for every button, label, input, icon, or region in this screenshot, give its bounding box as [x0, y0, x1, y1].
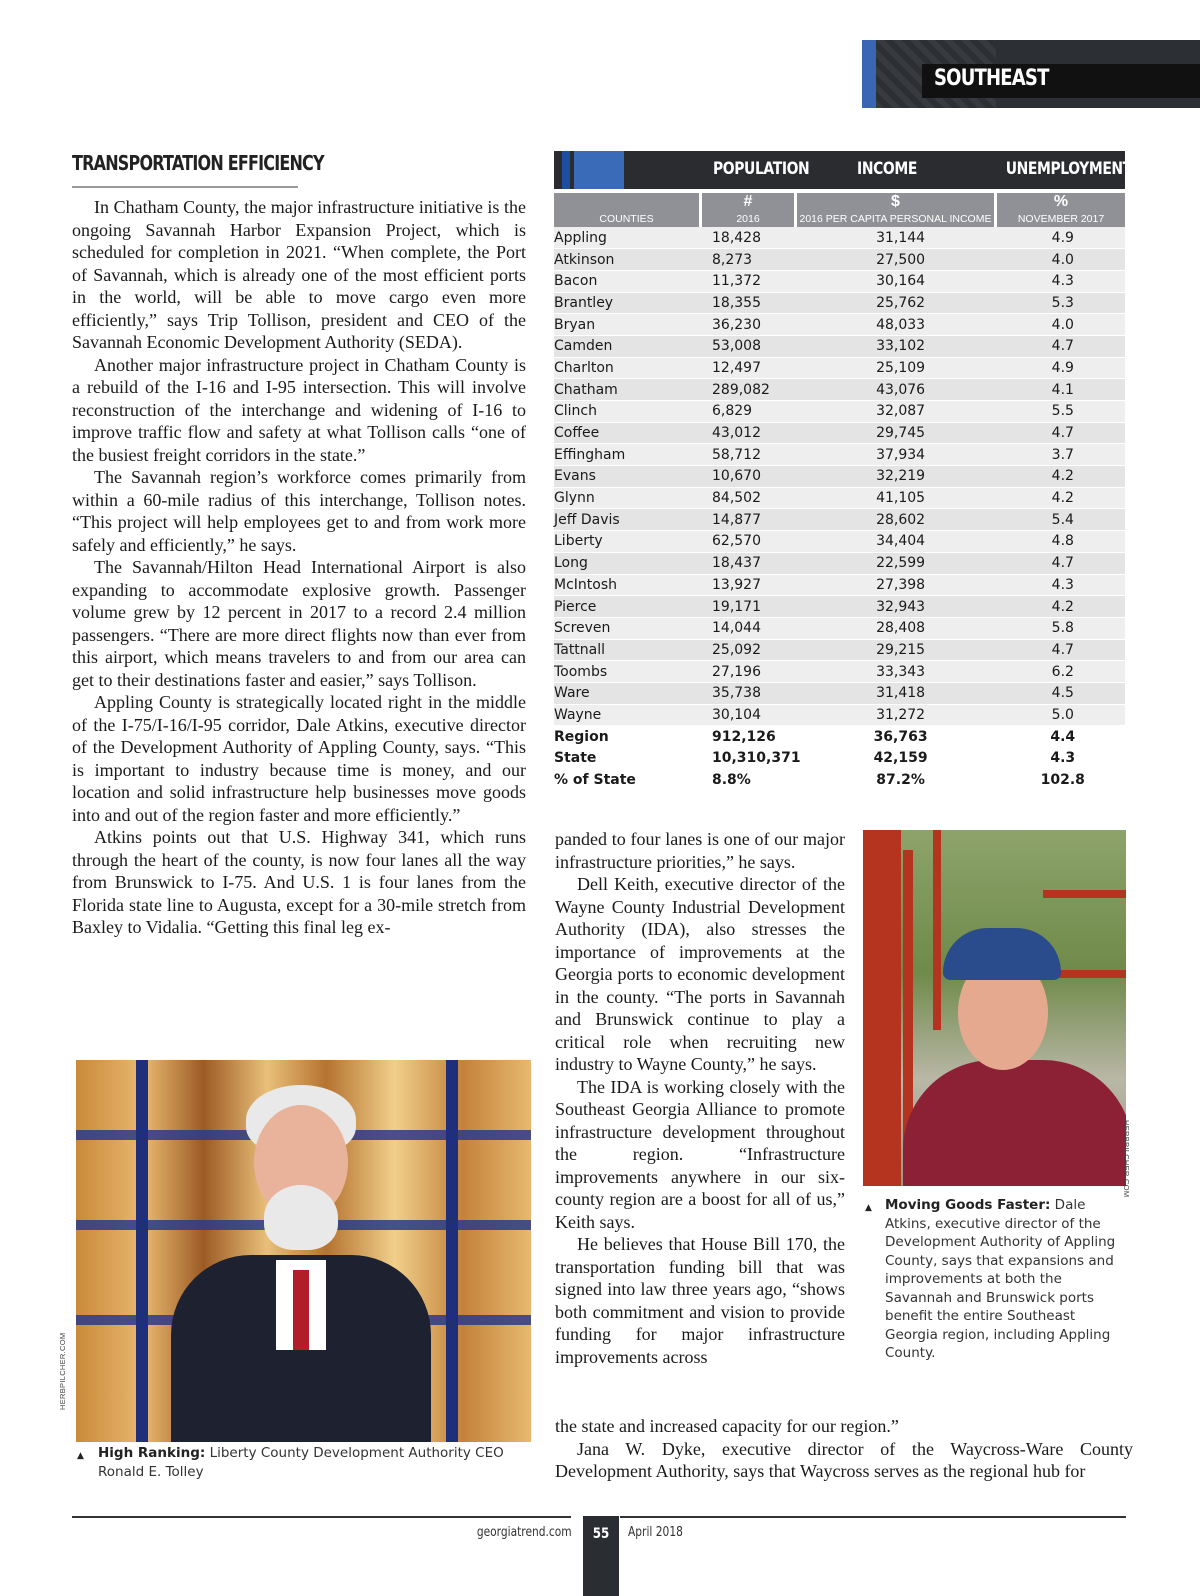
- table-row: [554, 292, 1125, 314]
- cell-unemployment: 4.2: [1001, 466, 1125, 488]
- cell-population: 10,670: [704, 466, 801, 488]
- cell-population: 6,829: [704, 401, 801, 423]
- cell-population: 36,230: [704, 314, 801, 336]
- cell-income: 27,398: [801, 574, 1001, 596]
- table-row: [554, 748, 1125, 770]
- table-row: [554, 531, 1125, 553]
- cell-county: Ware: [554, 682, 704, 704]
- table-subheader: [554, 193, 1125, 227]
- subheader-income: $ 2016 PER CAPITA PERSONAL INCOME: [797, 193, 994, 227]
- cell-unemployment: 3.7: [1001, 444, 1125, 466]
- cell-income: 43,076: [801, 379, 1001, 401]
- cell-population: 10,310,371: [704, 748, 801, 770]
- cell-population: 62,570: [704, 531, 801, 553]
- table-group-header: [554, 151, 1132, 189]
- cell-income: 27,500: [801, 249, 1001, 271]
- cell-population: 58,712: [704, 444, 801, 466]
- cell-unemployment: 4.7: [1001, 335, 1125, 357]
- cell-county: Camden: [554, 335, 704, 357]
- header-income: INCOME: [857, 159, 917, 179]
- cell-income: 25,109: [801, 357, 1001, 379]
- table-row: [554, 617, 1125, 639]
- section-label: SOUTHEAST: [934, 66, 1049, 91]
- cell-population: 18,355: [704, 292, 801, 314]
- cell-income: 30,164: [801, 270, 1001, 292]
- paragraph: panded to four lanes is one of our major infrastructure priorities,” he says.: [555, 829, 845, 872]
- cell-unemployment: 4.0: [1001, 314, 1125, 336]
- header-stripe: [574, 151, 624, 189]
- cell-population: 84,502: [704, 487, 801, 509]
- cell-county: Appling: [554, 227, 704, 249]
- photo-credit: HERBPILCHER.COM: [58, 1332, 67, 1410]
- cell-unemployment: 4.7: [1001, 552, 1125, 574]
- table-row: [554, 444, 1125, 466]
- cell-unemployment: 102.8: [1001, 769, 1125, 791]
- cell-county: McIntosh: [554, 574, 704, 596]
- table-row: [554, 249, 1125, 271]
- cell-population: 30,104: [704, 704, 801, 726]
- footer-site: georgiatrend.com: [477, 1525, 572, 1540]
- cell-population: 12,497: [704, 357, 801, 379]
- page-number: 55: [592, 1526, 610, 1542]
- table-body: [554, 227, 1125, 791]
- cell-income: 32,943: [801, 596, 1001, 618]
- table-row: [554, 704, 1125, 726]
- middle-column: [555, 828, 845, 1368]
- cell-unemployment: 4.9: [1001, 357, 1125, 379]
- header-population: POPULATION: [713, 159, 810, 179]
- cell-county: Jeff Davis: [554, 509, 704, 531]
- cell-income: 42,159: [801, 748, 1001, 770]
- paragraph: the state and increased capacity for our region.”: [555, 1416, 899, 1436]
- table-row: [554, 552, 1125, 574]
- cell-unemployment: 4.2: [1001, 596, 1125, 618]
- cell-unemployment: 4.5: [1001, 682, 1125, 704]
- person-beard: [264, 1185, 338, 1250]
- table-row: [554, 682, 1125, 704]
- cell-county: Screven: [554, 617, 704, 639]
- table-row: [554, 401, 1125, 423]
- cell-income: 25,762: [801, 292, 1001, 314]
- cell-county: Glynn: [554, 487, 704, 509]
- table-row: [554, 574, 1125, 596]
- table-row: [554, 509, 1125, 531]
- paragraph: Appling County is strategically located right in the middle of the I-75/I-16/I-95 corridor, Dale Atkins, executive director of the Development Authority of Appling County, says. “This is important to industry because time is money, and our location and solid infrastructure help businesses move goods into and out of the region faster and more efficiently.”: [72, 692, 526, 825]
- footer-issue: April 2018: [628, 1525, 683, 1540]
- footer-rule: [72, 1516, 571, 1518]
- cell-unemployment: 4.0: [1001, 249, 1125, 271]
- table-row: [554, 314, 1125, 336]
- table-row: [554, 596, 1125, 618]
- cell-income: 31,418: [801, 682, 1001, 704]
- cell-income: 29,745: [801, 422, 1001, 444]
- cell-unemployment: 6.2: [1001, 661, 1125, 683]
- cell-unemployment: 4.2: [1001, 487, 1125, 509]
- cell-population: 11,372: [704, 270, 801, 292]
- cell-county: Tattnall: [554, 639, 704, 661]
- cell-county: Brantley: [554, 292, 704, 314]
- cell-population: 14,044: [704, 617, 801, 639]
- photo-credit: HERBPILCHER.COM: [1122, 1120, 1131, 1198]
- subheader-unemployment: % NOVEMBER 2017: [997, 193, 1125, 227]
- caption-triangle-icon: ▲: [865, 1203, 872, 1213]
- cell-county: Clinch: [554, 401, 704, 423]
- page-number-tab: [583, 1516, 619, 1596]
- cell-unemployment: 5.3: [1001, 292, 1125, 314]
- cell-unemployment: 4.7: [1001, 422, 1125, 444]
- cell-unemployment: 4.3: [1001, 574, 1125, 596]
- cell-population: 14,877: [704, 509, 801, 531]
- cell-income: 32,087: [801, 401, 1001, 423]
- cell-income: 31,272: [801, 704, 1001, 726]
- paragraph: Another major infrastructure project in Chatham County is a rebuild of the I-16 and I-95 intersection. This will involve reconstruction of the interchange and widening of I-16 to improve traffic flow and safety at what Tollison calls “one of the busiest freight corridors in the state.”: [72, 354, 526, 465]
- cell-county: State: [554, 748, 704, 770]
- cell-income: 33,102: [801, 335, 1001, 357]
- cell-county: Pierce: [554, 596, 704, 618]
- cell-unemployment: 4.9: [1001, 227, 1125, 249]
- cell-income: 34,404: [801, 531, 1001, 553]
- table-row: [554, 726, 1125, 748]
- cell-income: 28,408: [801, 617, 1001, 639]
- table-row: [554, 379, 1125, 401]
- cell-unemployment: 4.7: [1001, 639, 1125, 661]
- cell-population: 25,092: [704, 639, 801, 661]
- cell-unemployment: 4.3: [1001, 270, 1125, 292]
- table-row: [554, 227, 1125, 249]
- cell-county: Coffee: [554, 422, 704, 444]
- cell-unemployment: 4.1: [1001, 379, 1125, 401]
- footer-rule: [620, 1516, 1126, 1518]
- cell-county: Bacon: [554, 270, 704, 292]
- cell-income: 87.2%: [801, 769, 1001, 791]
- table-row: [554, 487, 1125, 509]
- cell-unemployment: 4.3: [1001, 748, 1125, 770]
- article-heading: TRANSPORTATION EFFICIENCY: [72, 151, 324, 175]
- photo-atkins: [863, 830, 1126, 1186]
- cell-county: % of State: [554, 769, 704, 791]
- county-data-table: [554, 151, 1132, 791]
- caption-atkins: ▲ Moving Goods Faster: Dale Atkins, executive director of the Development Authority of Appling County, says that expansions and improvements at both the Savannah and Brunswick ports benefit the entire Southeast Georgia region, including Appling County.: [865, 1197, 1116, 1361]
- table-row: [554, 357, 1125, 379]
- heading-rule: [72, 186, 298, 188]
- table-row: [554, 422, 1125, 444]
- cell-income: 22,599: [801, 552, 1001, 574]
- paragraph: The Savannah region’s workforce comes primarily from within a 60-mile radius of this interchange, Tollison notes. “This project will help employees get to and from work more safely and efficiently,” he says.: [72, 467, 526, 555]
- table-row: [554, 270, 1125, 292]
- cell-population: 27,196: [704, 661, 801, 683]
- cell-county: Wayne: [554, 704, 704, 726]
- wide-column: [555, 1415, 1133, 1483]
- cell-population: 18,428: [704, 227, 801, 249]
- cell-county: Atkinson: [554, 249, 704, 271]
- cell-income: 29,215: [801, 639, 1001, 661]
- left-column: [72, 196, 526, 939]
- cell-income: 31,144: [801, 227, 1001, 249]
- subheader-population: # 2016: [702, 193, 794, 227]
- paragraph: In Chatham County, the major infrastructure initiative is the ongoing Savannah Harbor Expansion Project, which is scheduled for completion in 2021. “When complete, the Port of Savannah, which is already one of the most efficient ports in the world, will be able to move cargo even more efficiently,” says Trip Tollison, president and CEO of the Savannah Economic Development Authority (SEDA).: [72, 197, 526, 352]
- paragraph: The Savannah/Hilton Head International Airport is also expanding to accommodate explosive growth. Passenger volume grew by 12 percent in 2017 to a record 2.4 million passengers. “There are more direct flights now than ever from this airport, which means travelers to and from our area can get to their destinations faster and easier,” says Tollison.: [72, 557, 526, 690]
- cell-income: 32,219: [801, 466, 1001, 488]
- cell-income: 36,763: [801, 726, 1001, 748]
- cell-unemployment: 5.0: [1001, 704, 1125, 726]
- table-row: [554, 466, 1125, 488]
- cell-unemployment: 4.8: [1001, 531, 1125, 553]
- cell-unemployment: 5.5: [1001, 401, 1125, 423]
- cell-unemployment: 4.4: [1001, 726, 1125, 748]
- section-tag: [862, 40, 1200, 108]
- cell-county: Effingham: [554, 444, 704, 466]
- subheader-counties: COUNTIES: [554, 193, 699, 227]
- paragraph: Jana W. Dyke, executive director of the Waycross-Ware County Development Authority, says that Waycross serves as the regional hub for: [555, 1438, 1133, 1481]
- cell-county: Long: [554, 552, 704, 574]
- cell-county: Chatham: [554, 379, 704, 401]
- paragraph: The IDA is working closely with the Southeast Georgia Alliance to promote infrastructure development throughout the region. “Infrastructure improvements anywhere in our six-county region are a boost for all of us,” Keith says.: [555, 1076, 845, 1232]
- header-stripe: [562, 151, 570, 189]
- photo-tolley: [76, 1060, 531, 1442]
- section-tag-accent: [862, 40, 876, 108]
- cell-county: Region: [554, 726, 704, 748]
- table-row: [554, 639, 1125, 661]
- cell-county: Evans: [554, 466, 704, 488]
- table-row: [554, 661, 1125, 683]
- cell-county: Bryan: [554, 314, 704, 336]
- table-row: [554, 769, 1125, 791]
- paragraph: He believes that House Bill 170, the transportation funding bill that was signed into law three years ago, “shows both commitment and vision to provide funding for major infrastructure improvements across: [555, 1234, 845, 1367]
- cell-county: Liberty: [554, 531, 704, 553]
- cell-income: 48,033: [801, 314, 1001, 336]
- header-unemployment: UNEMPLOYMENT: [1005, 159, 1132, 179]
- paragraph: Dell Keith, executive director of the Wayne County Industrial Development Authority (IDA), also stresses the importance of improvements at the Georgia ports to economic development in the county. “The ports in Savannah and Brunswick continue to play a critical role when recruiting new industry to Wayne County,” he says.: [555, 874, 845, 1074]
- table-row: [554, 335, 1125, 357]
- cell-population: 18,437: [704, 552, 801, 574]
- cell-population: 8.8%: [704, 769, 801, 791]
- cell-unemployment: 5.8: [1001, 617, 1125, 639]
- person-cap: [943, 928, 1061, 980]
- cell-population: 19,171: [704, 596, 801, 618]
- cell-population: 912,126: [704, 726, 801, 748]
- paragraph: Atkins points out that U.S. Highway 341, which runs through the heart of the county, is now four lanes all the way from Brunswick to I-75. And U.S. 1 is four lanes from the Florida state line to Augusta, except for a 30-mile stretch from Baxley to Vidalia. “Getting this final leg ex-: [72, 827, 526, 937]
- cell-unemployment: 5.4: [1001, 509, 1125, 531]
- cell-population: 8,273: [704, 249, 801, 271]
- cell-county: Charlton: [554, 357, 704, 379]
- cell-county: Toombs: [554, 661, 704, 683]
- caption-triangle-icon: ▲: [77, 1451, 84, 1461]
- cell-population: 289,082: [704, 379, 801, 401]
- cell-population: 53,008: [704, 335, 801, 357]
- cell-population: 13,927: [704, 574, 801, 596]
- person-sweater: [903, 1060, 1126, 1186]
- cell-income: 41,105: [801, 487, 1001, 509]
- cell-income: 37,934: [801, 444, 1001, 466]
- cell-population: 43,012: [704, 422, 801, 444]
- caption-tolley: ▲ High Ranking: Liberty County Development Authority CEO Ronald E. Tolley: [77, 1445, 504, 1480]
- cell-population: 35,738: [704, 682, 801, 704]
- cell-income: 28,602: [801, 509, 1001, 531]
- cell-income: 33,343: [801, 661, 1001, 683]
